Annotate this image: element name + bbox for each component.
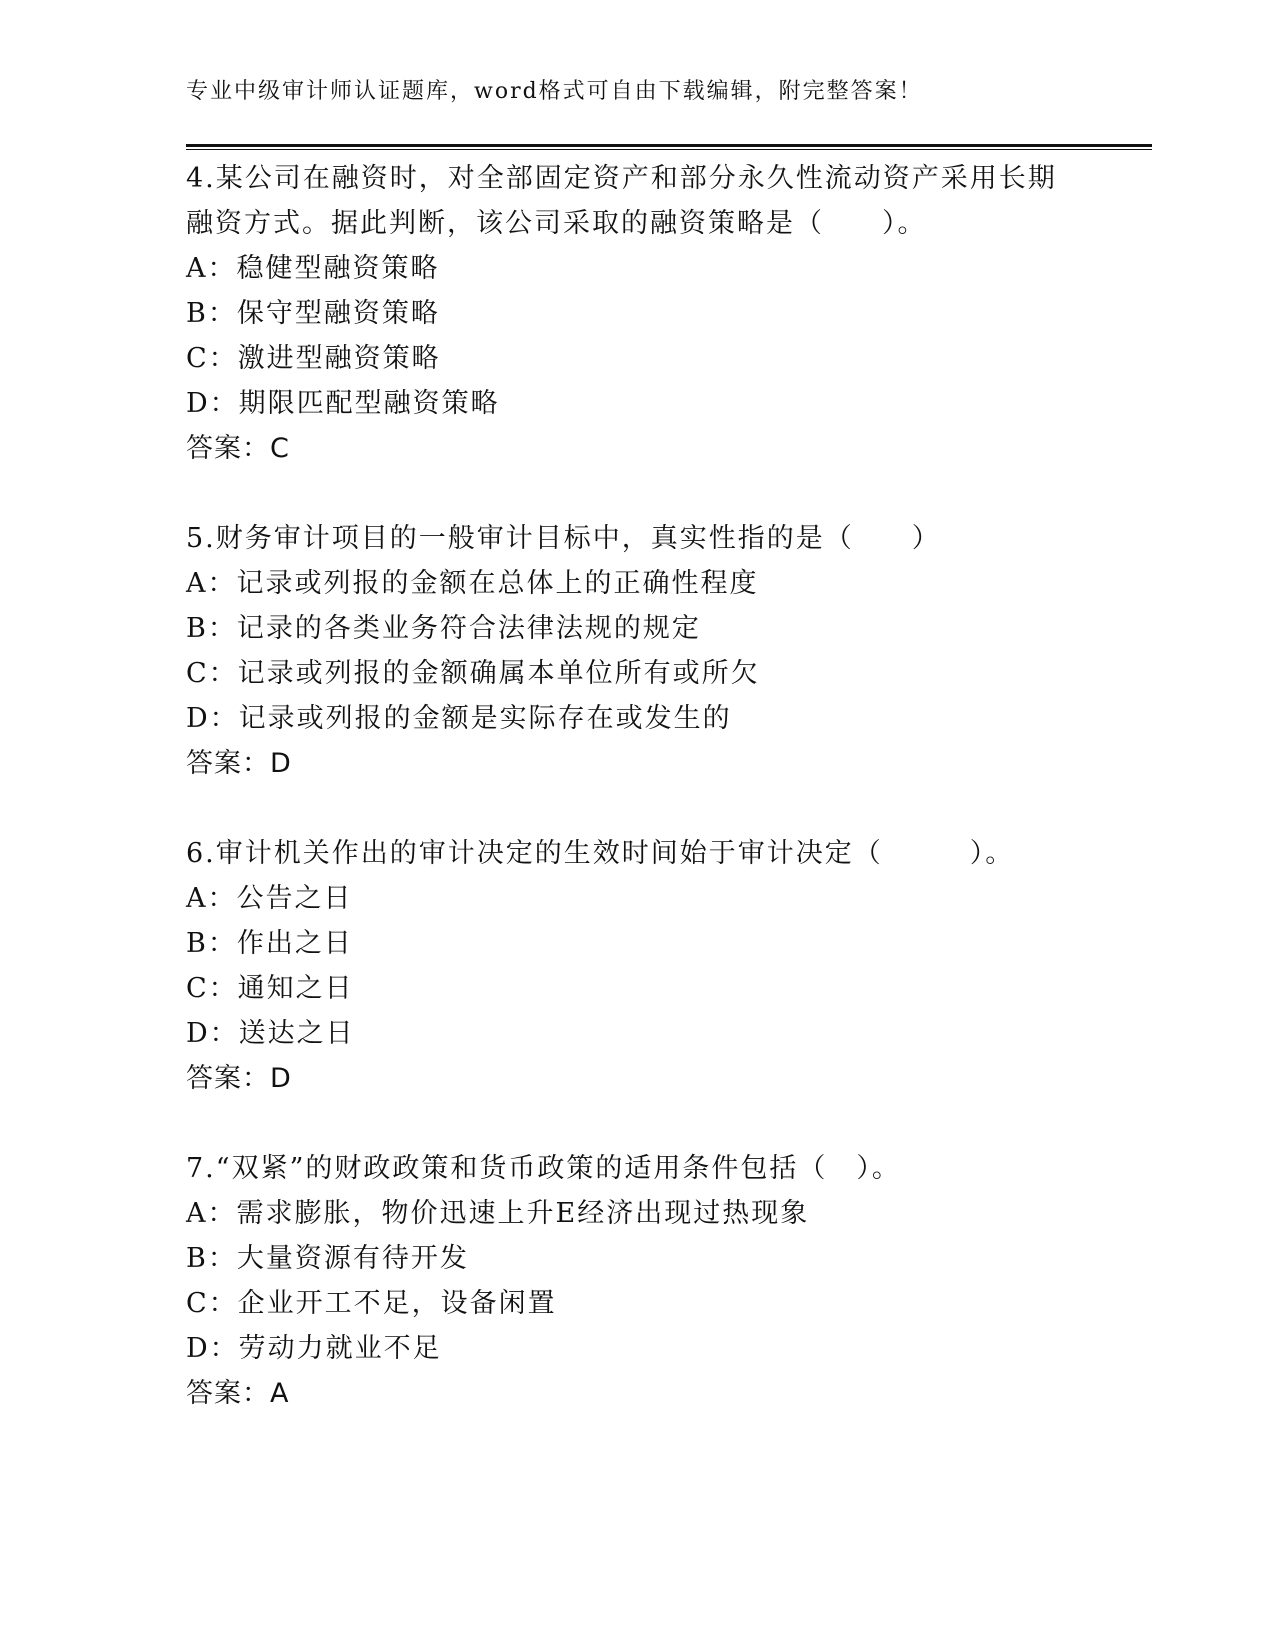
- option-a: A：记录或列报的金额在总体上的正确性程度: [186, 568, 759, 599]
- page-header: 专业中级审计师认证题库，word格式可自由下载编辑，附完整答案！: [186, 79, 923, 104]
- header-divider: [186, 144, 1152, 150]
- answer: 答案：D: [186, 1063, 292, 1094]
- question-stem-continued: 融资方式。据此判断，该公司采取的融资策略是（ ）。: [186, 208, 927, 239]
- question-stem: 5.财务审计项目的一般审计目标中，真实性指的是（ ）: [186, 523, 941, 554]
- option-c: C：激进型融资策略: [186, 343, 441, 374]
- question-block: [186, 831, 1086, 1101]
- answer: 答案：C: [186, 433, 290, 464]
- option-d: D：送达之日: [186, 1018, 355, 1049]
- option-b: B：作出之日: [186, 928, 353, 959]
- option-d: D：记录或列报的金额是实际存在或发生的: [186, 703, 732, 734]
- question-block: [186, 516, 1086, 786]
- answer: 答案：D: [186, 748, 292, 779]
- option-a: A：需求膨胀，物价迅速上升E经济出现过热现象: [186, 1198, 810, 1229]
- question-block: [186, 156, 1086, 471]
- option-b: B：保守型融资策略: [186, 298, 440, 329]
- option-b: B：记录的各类业务符合法律法规的规定: [186, 613, 701, 644]
- option-c: C：记录或列报的金额确属本单位所有或所欠: [186, 658, 760, 689]
- option-d: D：劳动力就业不足: [186, 1333, 442, 1364]
- option-a: A：公告之日: [186, 883, 353, 914]
- question-block: [186, 1146, 1086, 1416]
- option-d: D：期限匹配型融资策略: [186, 388, 500, 419]
- option-b: B：大量资源有待开发: [186, 1243, 469, 1274]
- question-stem: 7.“双紧”的财政政策和货币政策的适用条件包括（ ）。: [186, 1153, 901, 1184]
- question-stem: 4.某公司在融资时，对全部固定资产和部分永久性流动资产采用长期: [186, 163, 1057, 194]
- answer: 答案：A: [186, 1378, 290, 1409]
- option-a: A：稳健型融资策略: [186, 253, 440, 284]
- spacer: [186, 471, 1086, 516]
- spacer: [186, 1101, 1086, 1146]
- question-stem: 6.审计机关作出的审计决定的生效时间始于审计决定（ ）。: [186, 838, 1015, 869]
- option-c: C：企业开工不足，设备闲置: [186, 1288, 557, 1319]
- spacer: [186, 786, 1086, 831]
- option-c: C：通知之日: [186, 973, 354, 1004]
- question-list: [186, 156, 1086, 1416]
